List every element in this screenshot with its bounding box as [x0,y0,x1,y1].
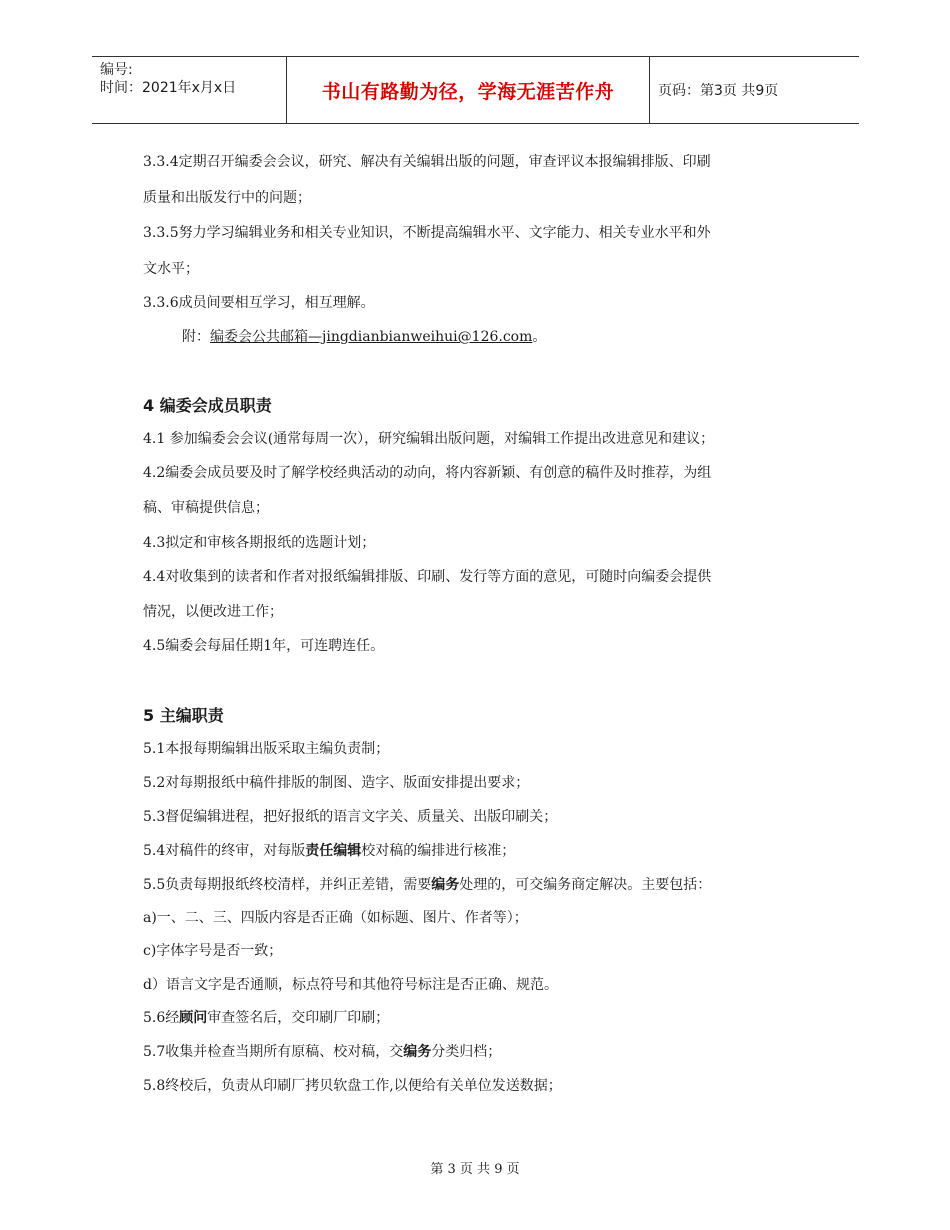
section-4-heading: 4 编委会成员职责 [143,396,272,415]
clause-5-6 [143,1007,389,1027]
clause-5-6-pre: 5.6经 [143,1010,180,1026]
page-footer: 第 3 页 共 9 页 [430,1162,520,1177]
clause-3-3-4-cont: 质量和出版发行中的问题； [143,190,311,206]
clause-5-6-post: 审查签名后，交印刷厂印刷； [207,1010,390,1026]
header-motto: 书山有路勤为径，学海无涯苦作舟 [321,80,615,103]
item-d: d）语言文字是否通顺，标点符号和其他符号标注是否正确、规范。 [143,977,558,993]
attachment-prefix: 附： [182,329,210,345]
clause-5-4-bold: 责任编辑 [305,843,362,859]
clause-5-4-pre: 5.4对稿件的终审，对每版 [143,843,306,859]
clause-3-3-4: 3.3.4定期召开编委会会议，研究、解决有关编辑出版的问题，审查评议本报编辑排版、印刷 [143,154,711,170]
header-divider [649,57,650,123]
clause-4-1: 4.1 参加编委会会议(通常每周一次），研究编辑出版问题，对编辑工作提出改进意见和建议； [143,431,715,447]
clause-4-2: 4.2编委会成员要及时了解学校经典活动的动向，将内容新颖、有创意的稿件及时推荐，为组 [143,465,712,481]
page-header [92,56,859,124]
clause-5-5 [143,874,711,894]
clause-5-7-post: 分类归档； [431,1044,502,1060]
clause-4-2-cont: 稿、审稿提供信息； [143,500,269,516]
clause-5-5-pre: 5.5负责每期报纸终校清样，并纠正差错，需要 [143,877,432,893]
clause-4-4: 4.4对收集到的读者和作者对报纸编辑排版、印刷、发行等方面的意见，可随时向编委会提供 [143,569,712,585]
clause-4-3: 4.3拟定和审核各期报纸的选题计划； [143,535,376,551]
document-date: 时间：2021年x月x日 [100,80,237,96]
clause-4-5: 4.5编委会每届任期1年，可连聘连任。 [143,638,385,654]
clause-5-5-bold: 编务 [431,877,460,893]
item-a: a)一、二、三、四版内容是否正确（如标题、图片、作者等）； [143,910,528,926]
clause-5-1: 5.1本报每期编辑出版采取主编负责制； [143,741,390,757]
mailbox-link[interactable]: 编委会公共邮箱—jingdianbianweihui@126.com [210,329,533,345]
clause-5-5-post: 处理的，可交编务商定解决。主要包括： [459,877,712,893]
clause-5-7 [143,1041,501,1061]
clause-5-7-bold: 编务 [403,1044,432,1060]
clause-3-3-6: 3.3.6成员间要相互学习，相互理解。 [143,295,375,311]
item-c: c)字体字号是否一致； [143,943,283,959]
clause-5-3: 5.3督促编辑进程，把好报纸的语言文字关、质量关、出版印刷关； [143,809,558,825]
clause-3-3-5: 3.3.5努力学习编辑业务和相关专业知识，不断提高编辑水平、文字能力、相关专业水平和外 [143,225,711,241]
attachment-note [182,326,546,346]
clause-5-6-bold: 顾问 [179,1010,208,1026]
header-page-info: 页码：第3页 共9页 [658,83,779,99]
clause-5-7-pre: 5.7收集并检查当期所有原稿、校对稿，交 [143,1044,404,1060]
clause-5-4 [143,840,515,860]
clause-3-3-5-cont: 文水平； [143,261,199,277]
clause-5-2: 5.2对每期报纸中稿件排版的制图、造字、版面安排提出要求； [143,775,530,791]
clause-4-4-cont: 情况，以便改进工作； [143,604,283,620]
clause-5-4-post: 校对稿的编排进行核准； [361,843,516,859]
clause-5-8: 5.8终校后，负责从印刷厂拷贝软盘工作,以便给有关单位发送数据； [143,1078,562,1094]
document-number-label: 编号: [100,62,133,78]
section-5-heading: 5 主编职责 [143,706,224,725]
attachment-suffix: 。 [532,329,547,345]
header-meta [100,61,236,97]
